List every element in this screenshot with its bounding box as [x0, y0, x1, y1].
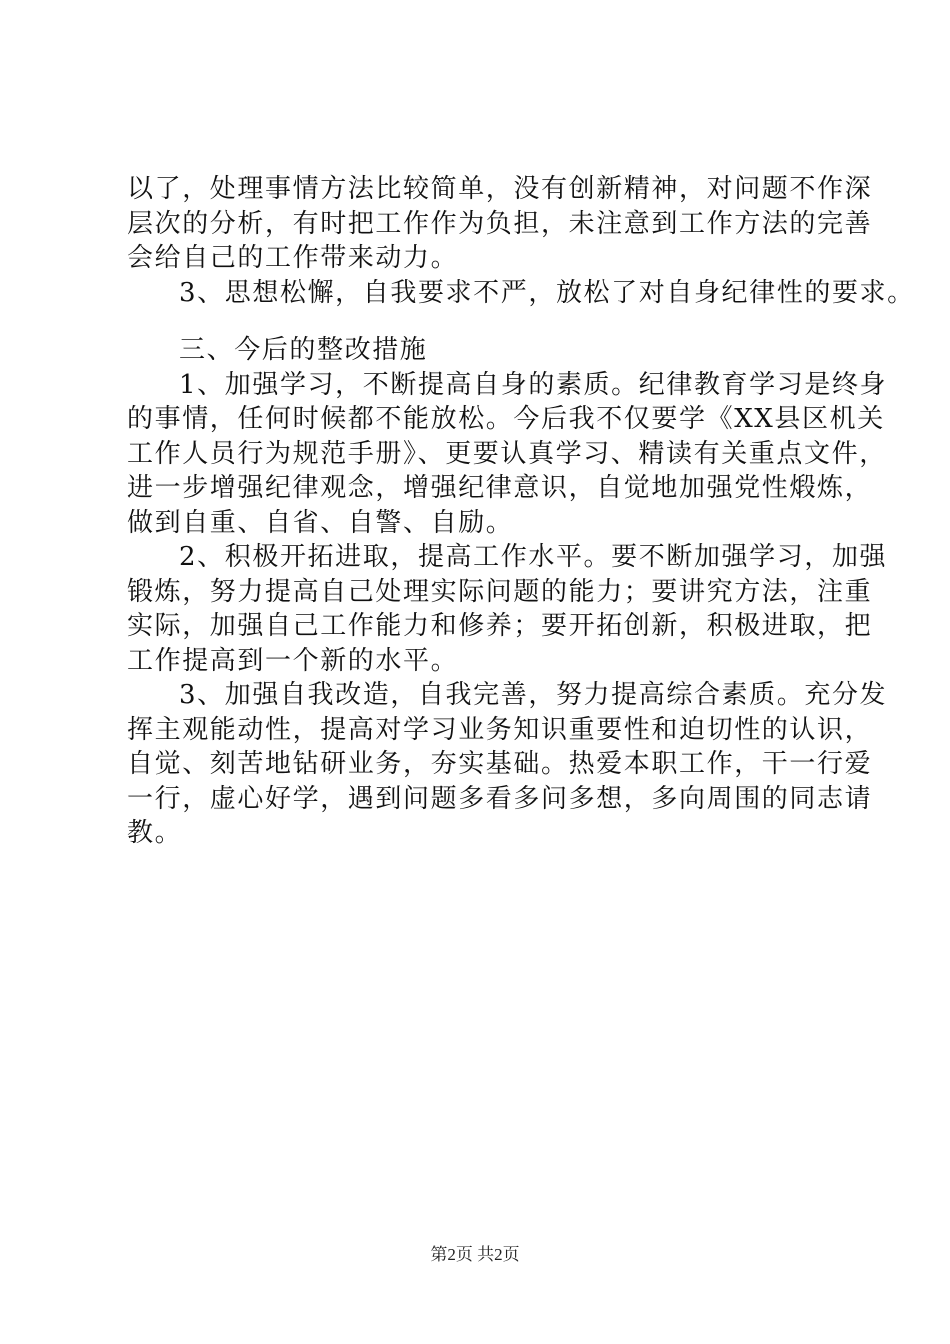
- paragraph-line: 工作人员行为规范手册》、更要认真学习、精读有关重点文件，: [127, 438, 887, 469]
- paragraph-line: 挥主观能动性，提高对学习业务知识重要性和迫切性的认识，: [127, 714, 873, 745]
- paragraph-gap: [127, 310, 832, 333]
- paragraph-line: 3、思想松懈，自我要求不严，放松了对自身纪律性的要求。: [179, 277, 915, 308]
- paragraph-line: 做到自重、自省、自警、自励。: [127, 507, 514, 538]
- paragraph-line: 2、积极开拓进取，提高工作水平。要不断加强学习，加强: [179, 542, 888, 572]
- document-body: [127, 172, 915, 851]
- paragraph-line: 进一步增强纪律观念，增强纪律意识，自觉地加强党性煅炼，: [127, 473, 873, 503]
- paragraph-line: 的事情，任何时候都不能放松。今后我不仅要学《XX县区机关: [127, 404, 885, 434]
- paragraph-line: 3、加强自我改造，自我完善，努力提高综合素质。充分发: [179, 680, 888, 710]
- paragraph-line: 自觉、刻苦地钻研业务，夯实基础。热爱本职工作，干一行爱: [127, 749, 873, 779]
- paragraph-line: 锻炼，努力提高自己处理实际问题的能力；要讲究方法，注重: [127, 576, 873, 607]
- paragraph-line: 一行，虚心好学，遇到问题多看多问多想，多向周围的同志请: [127, 783, 873, 814]
- paragraph-line: 1、加强学习，不断提高自身的素质。纪律教育学习是终身: [179, 369, 888, 400]
- paragraph-line: 以了，处理事情方法比较简单，没有创新精神，对问题不作深: [127, 174, 873, 204]
- paragraph-line: 教。: [127, 818, 183, 848]
- paragraph-line: 工作提高到一个新的水平。: [127, 645, 459, 676]
- paragraph-line: 会给自己的工作带来动力。: [127, 243, 459, 273]
- paragraph-line: 层次的分析，有时把工作作为负担，未注意到工作方法的完善: [127, 208, 873, 239]
- paragraph-line: 实际，加强自己工作能力和修养；要开拓创新，积极进取，把: [127, 611, 873, 641]
- section-heading: 三、今后的整改措施: [179, 335, 428, 365]
- page-number-footer: 第2页 共2页: [430, 1245, 520, 1264]
